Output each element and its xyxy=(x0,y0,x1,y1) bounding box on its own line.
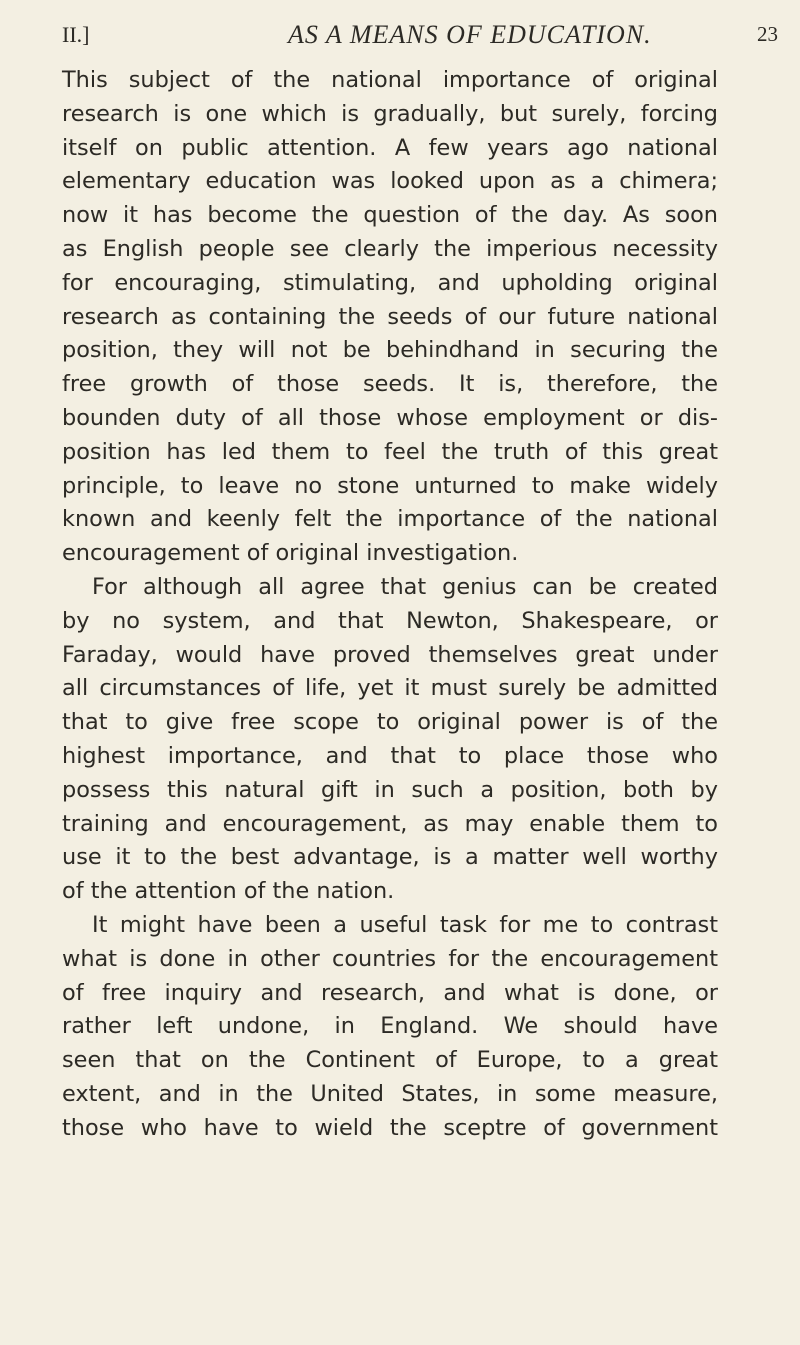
text-line: elementary education was looked upon as a chimera; xyxy=(62,168,718,195)
text-line: highest importance, and that to place those who xyxy=(62,742,718,769)
text-line: what is done in other countries for the encouragement xyxy=(62,945,718,972)
text-line: that to give free scope to original power is of the xyxy=(62,709,718,736)
running-title: AS A MEANS OF EDUCATION. xyxy=(288,20,652,49)
text-line: For although all agree that genius can be created xyxy=(92,573,718,600)
text-line: all circumstances of life, yet it must surely be admitted xyxy=(62,675,718,702)
paragraph-1 xyxy=(62,64,718,571)
running-head xyxy=(62,14,778,50)
text-line: position, they will not be behindhand in securing the xyxy=(62,337,718,364)
page-number: 23 xyxy=(757,22,778,46)
text-line: This subject of the national importance of original xyxy=(62,67,718,93)
text-line: seen that on the Continent of Europe, to a great xyxy=(62,1047,718,1074)
text-line: by no system, and that Newton, Shakespeare, or xyxy=(62,607,718,634)
text-line: extent, and in the United States, in some measure, xyxy=(62,1080,718,1107)
text-line: as English people see clearly the imperious necessity xyxy=(62,235,718,262)
text-line: training and encouragement, as may enable them to xyxy=(62,810,718,837)
paragraph-2 xyxy=(62,571,718,909)
text-line: possess this natural gift in such a position, both by xyxy=(62,776,718,803)
text-line: now it has become the question of the day. As soon xyxy=(62,202,718,229)
text-line: of the attention of the nation. xyxy=(62,878,395,905)
text-line: for encouraging, stimulating, and upholding original xyxy=(62,269,718,296)
text-line: of free inquiry and research, and what is done, or xyxy=(62,979,718,1006)
text-line: use it to the best advantage, is a matter well worthy xyxy=(62,844,718,871)
text-line: principle, to leave no stone unturned to make widely xyxy=(62,472,718,499)
text-line: itself on public attention. A few years ago national xyxy=(62,134,718,161)
text-line: rather left undone, in England. We should have xyxy=(62,1013,718,1040)
text-line: bounden duty of all those whose employment or dis- xyxy=(62,404,718,431)
text-line: Faraday, would have proved themselves great under xyxy=(62,641,718,668)
text-line: those who have to wield the sceptre of government xyxy=(62,1114,718,1141)
text-line: It might have been a useful task for me to contrast xyxy=(92,911,718,938)
text-line: research as containing the seeds of our future national xyxy=(62,303,718,330)
body-text xyxy=(62,64,718,1146)
text-line: known and keenly felt the importance of the national xyxy=(62,506,718,533)
text-line: free growth of those seeds. It is, therefore, the xyxy=(62,371,718,398)
text-line: research is one which is gradually, but surely, forcing xyxy=(62,100,718,127)
chapter-marker: II.] xyxy=(62,22,90,47)
text-line: encouragement of original investigation. xyxy=(62,540,519,567)
paragraph-3 xyxy=(62,909,718,1146)
text-line: position has led them to feel the truth of this great xyxy=(62,438,718,465)
